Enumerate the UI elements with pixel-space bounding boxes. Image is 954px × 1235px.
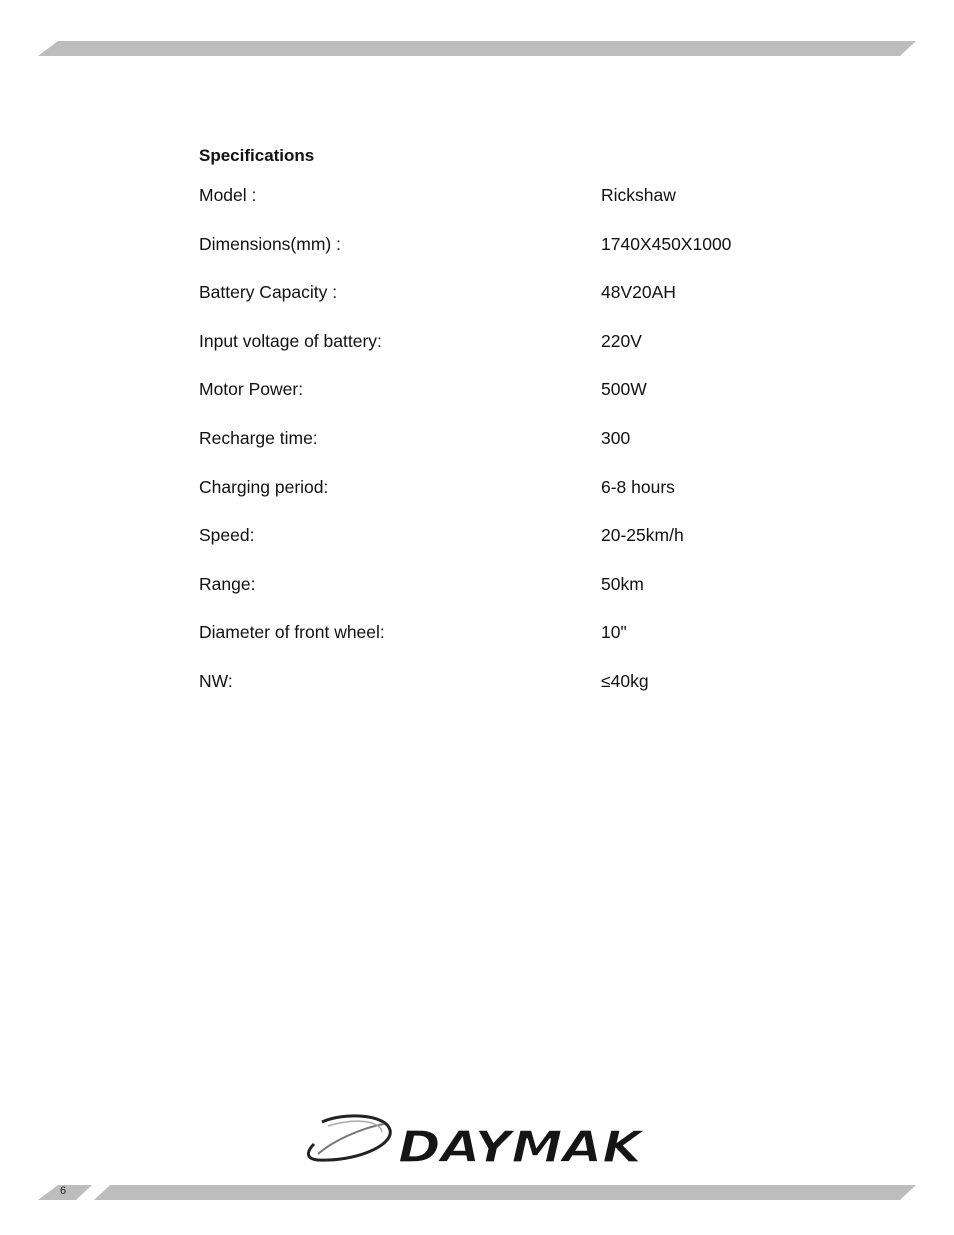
spec-label: NW: xyxy=(199,670,233,691)
spec-label: Range: xyxy=(199,573,256,594)
spec-table xyxy=(199,184,819,719)
spec-value: 1740X450X1000 xyxy=(601,233,732,254)
spec-label: Recharge time: xyxy=(199,427,318,448)
spec-row xyxy=(199,378,819,427)
spec-row xyxy=(199,573,819,622)
spec-label: Model : xyxy=(199,185,257,205)
spec-row xyxy=(199,233,819,282)
spec-value: ≤40kg xyxy=(601,670,649,691)
specifications-section xyxy=(199,146,819,719)
spec-row xyxy=(199,427,819,476)
spec-value: 220V xyxy=(601,330,642,351)
spec-label: Charging period: xyxy=(199,476,329,497)
spec-value: 10" xyxy=(601,622,627,643)
spec-row xyxy=(199,476,819,525)
spec-label: Battery Capacity : xyxy=(199,282,338,303)
spec-label: Input voltage of battery: xyxy=(199,330,382,351)
brand-wordmark: DAYMAK xyxy=(398,1122,646,1170)
spec-row xyxy=(199,621,819,670)
spec-row xyxy=(199,184,819,233)
spec-value: Rickshaw xyxy=(601,185,676,205)
spec-value: 48V20AH xyxy=(601,282,676,303)
daymak-logo xyxy=(304,1110,654,1170)
swoosh-icon xyxy=(308,1116,390,1160)
spec-value: 20-25km/h xyxy=(601,525,684,546)
spec-label: Motor Power: xyxy=(199,379,304,400)
spec-value: 500W xyxy=(601,379,647,400)
section-title: Specifications xyxy=(199,146,315,165)
page-number: 6 xyxy=(60,1185,67,1197)
spec-label: Speed: xyxy=(199,525,255,546)
spec-value: 6-8 hours xyxy=(601,476,675,497)
spec-row xyxy=(199,524,819,573)
footer-band xyxy=(0,1180,954,1204)
spec-label: Dimensions(mm) : xyxy=(199,233,341,254)
spec-label: Diameter of front wheel: xyxy=(199,622,385,643)
spec-value: 50km xyxy=(601,573,644,594)
header-band xyxy=(0,0,954,60)
spec-row xyxy=(199,281,819,330)
spec-row xyxy=(199,330,819,379)
spec-row xyxy=(199,670,819,719)
spec-value: 300 xyxy=(601,427,631,448)
